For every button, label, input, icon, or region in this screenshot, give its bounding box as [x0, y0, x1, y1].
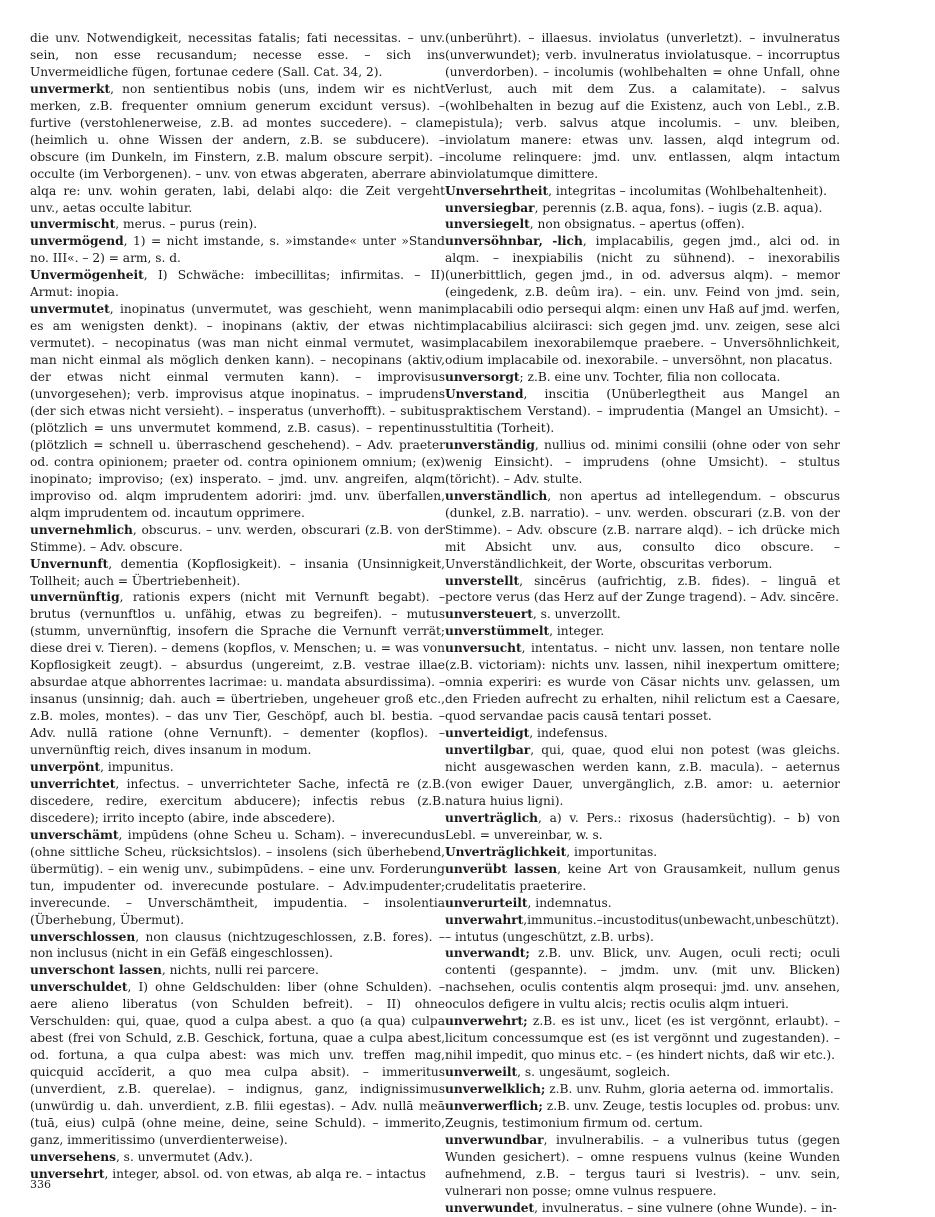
entry-headword: unvermerkt [30, 81, 111, 96]
dictionary-entry [30, 267, 445, 301]
dictionary-entry [30, 81, 445, 217]
dictionary-entry [445, 573, 840, 607]
dictionary-entry [445, 606, 840, 623]
entry-headword: unverwehrt; [445, 1014, 528, 1029]
dictionary-entry [30, 301, 445, 521]
entry-headword: unvermögend [30, 234, 124, 249]
entry-text: , 1) = nicht imstande, s. »imstande« unter »Stand no. III«. – 2) = arm, s. d. [30, 234, 445, 266]
entry-headword: unversöhnbar, -lich [445, 234, 583, 249]
dictionary-entry [30, 759, 445, 776]
entry-headword: unvermischt [30, 217, 116, 232]
page-number: 336 [30, 1178, 51, 1191]
entry-text: , obscurus. – unv. werden, obscurari (z.B. von der Stimme). – Adv. obscure. [30, 522, 445, 554]
entry-text: , non sentientibus nobis (uns, indem wir es nicht merken, z.B. frequenter omnium generum excidunt versus). – furtive (verstohlenerweise, z.B. ad montes succedere). – clam (heimlich u. ohne Wissen der andern, z.B. se subducere). – obscure (im Dunkeln, im Finstern, z.B. malum obscure serpit). – occulte (im Verborgenen). – unv. von etwas abgeraten, aberrare ab alqa re: unv. wohin geraten, labi, delabi alqo: die Zeit vergeht unv., aetas occulte labitur. [30, 81, 445, 215]
entry-headword: unverwahrt [445, 912, 524, 927]
entry-text: , s. unvermutet (Adv.). [115, 1149, 253, 1164]
entry-headword: unverstümmelt [445, 624, 550, 639]
left-column [30, 30, 445, 1180]
dictionary-entry [445, 1013, 840, 1064]
dictionary-entry [445, 386, 840, 437]
entry-headword: unverträglich [445, 810, 538, 825]
entry-headword: Unvernunft [30, 556, 109, 571]
entry-headword: unversteuert [445, 607, 533, 622]
entry-text: die unv. Notwendigkeit, necessitas fatalis; fati necessitas. – unv. sein, non esse recusandum; necesse esse. – sich ins Unvermeidliche fügen, fortunae cedere (Sall. Cat. 34, 2). [30, 31, 445, 79]
dictionary-entry [445, 1132, 840, 1200]
entry-headword: unverschont lassen [30, 963, 162, 978]
dictionary-entry [445, 945, 840, 1013]
entry-text: , s. ungesäumt, sogleich. [517, 1065, 671, 1080]
dictionary-entry [30, 962, 445, 979]
entry-headword: unverstellt [445, 573, 520, 588]
entry-text: , perennis (z.B. aqua, fons). – iugis (z.B. aqua). [534, 200, 823, 215]
entry-text: , qui, quae, quod elui non potest (was gleichs. nicht ausgewaschen werden kann, z.B. macula). – aeternus (von ewiger Dauer, unvergänglich, z.B. amor: u. aeternior natura huius ligni). [445, 743, 840, 808]
dictionary-entry [445, 895, 840, 912]
entry-text: , non clausus (nichtzugeschlossen, z.B. fores). – non inclusus (nicht in ein Gefäß eingeschlossen). [30, 929, 445, 961]
entry-headword: Unverstand [445, 387, 524, 402]
dictionary-entry [30, 522, 445, 556]
entry-headword: unversehens [30, 1149, 116, 1164]
entry-headword: unverpönt [30, 759, 101, 774]
entry-text: , inopinatus (unvermutet, was geschieht, wenn man es am wenigsten denkt). – inopinans (aktiv, der etwas nicht vermutet). – necopinatus (was man nicht einmal vermutet, was man nicht einmal als möglich denken kann). – necopinans (aktiv, der etwas nicht einmal vermuten kann). – improvisus (unvorgesehen); verb. improvisus atque inopinatus. – imprudens (der sich etwas nicht versieht). – insperatus (unverhofft). – subitus (plötzlich = uns unvermutet kommend, z.B. casus). – repentinus (plötzlich = schnell u. überraschend geschehend). – Adv. praeter od. contra opinionem; praeter od. contra opinionem omnium; (ex) inopinato; improviso; (ex) insperato. – jmd. unv. angreifen, alqm improviso od. alqm imprudentem adoriri: jmd. unv. überfallen, alqm imprudentem od. incautum opprimere. [30, 302, 445, 520]
entry-text: , merus. – purus (rein). [115, 217, 258, 232]
dictionary-entry [445, 1064, 840, 1081]
entry-headword: unvernehmlich [30, 522, 133, 537]
entry-text: ; z.B. eine unv. Tochter, filia non collocata. [519, 370, 781, 385]
entry-headword: unverschuldet [30, 980, 128, 995]
dictionary-entry [445, 742, 840, 810]
dictionary-entry [445, 200, 840, 217]
dictionary-entry [30, 556, 445, 590]
entry-text: , indefensus. [529, 726, 608, 741]
dictionary-entry [30, 589, 445, 759]
entry-text: z.B. es ist unv., licet (es ist vergönnt, erlaubt). – licitum concessumque est (es ist vergönnt und zugestanden). – nihil impedit, quo minus etc. – (es hindert nichts, daß wir etc.). [445, 1014, 840, 1063]
dictionary-entry [30, 776, 445, 827]
entry-headword: Unverträglichkeit [445, 844, 567, 859]
entry-text: (unberührt). – illaesus. inviolatus (unverletzt). – invulneratus (unverwundet); verb. invulneratus inviolatusque. – incorruptus (unverdorben). – incolumis (wohlbehalten = ohne Unfall, ohne Verlust, auch mit dem Zus. a calamitate). – salvus (wohlbehalten in bezug auf die Existenz, auch von Lebl., z.B. epistula); verb. salvus atque incolumis. – unv. bleiben, inviolatum manere: etwas unv. lassen, alqd integrum od. incolume relinquere: jmd. unv. entlassen, alqm intactum inviolatumque dimittere. [445, 31, 840, 181]
entry-headword: unverständlich [445, 488, 548, 503]
entry-text: , integer. [549, 624, 605, 639]
dictionary-entry [445, 1098, 840, 1132]
dictionary-entry [30, 979, 445, 1149]
entry-text: , rationis expers (nicht mit Vernunft begabt). – brutus (vernunftlos u. unfähig, etwas zu begreifen). – mutus (stumm, unvernünftig, insofern die Sprache die Vernunft verrät; diese drei v. Tieren). – demens (kopflos, v. Menschen; u. = was von Kopflosigkeit zeugt). – absurdus (ungereimt, z.B. vestrae illae absurdae atque abhorrentes lacrimae: u. mandata absurdissima). – insanus (unsinnig; dah. auch = übertrieben, ungeheuer groß etc., z.B. moles, montes). – das unv Tier, Geschöpf, auch bl. bestia. – Adv. nullā ratione (ohne Vernunft). – dementer (kopflos). – unvernünftig reich, dives insanum in modum. [30, 590, 445, 758]
entry-text: , indemnatus. [527, 895, 612, 910]
entry-text: , I) Schwäche: imbecillitas; infirmitas. – II) Armut: inopia. [30, 268, 445, 300]
dictionary-entry [30, 30, 445, 81]
dictionary-entry [30, 929, 445, 963]
entry-text: , nichts, nulli rei parcere. [161, 963, 319, 978]
entry-text: , importunitas. [566, 844, 658, 859]
dictionary-entry [445, 640, 840, 725]
entry-text: , sincērus (aufrichtig, z.B. fides). – linguā et pectore verus (das Herz auf der Zunge tragend). – Adv. sincēre. [445, 573, 840, 605]
entry-headword: unverrichtet [30, 776, 116, 791]
dictionary-entry [445, 233, 840, 369]
entry-headword: unversiegelt [445, 217, 530, 232]
entry-text: , inscitia (Unüberlegtheit aus Mangel an praktischem Verstand). – imprudentia (Mangel an Umsicht). – stultitia (Torheit). [445, 387, 840, 435]
entry-headword: unversucht [445, 641, 522, 656]
entry-headword: unversorgt [445, 370, 520, 385]
entry-text: , impūdens (ohne Scheu u. Scham). – inverecundus (ohne sittliche Scheu, rücksichtslos). – insolens (sich überhebend, übermütig). – ein wenig unv., subimpūdens. – eine unv. Forderung tun, impudenter od. inverecunde postulare. – Adv.impudenter; inverecunde. – Unverschämtheit, impudentia. – insolentia (Überhebung, Übermut). [30, 827, 445, 927]
entry-text: , nullius od. minimi consilii (ohne oder von sehr wenig Einsicht). – imprudens (ohne Umsicht). – stultus (töricht). – Adv. stulte. [445, 437, 840, 486]
entry-headword: unverteidigt [445, 726, 530, 741]
entry-headword: unverweilt [445, 1065, 518, 1080]
entry-headword: unvermutet [30, 302, 110, 317]
entry-headword: unvertilgbar [445, 743, 531, 758]
entry-headword: unversehrt [30, 1166, 105, 1181]
entry-headword: unverwandt; [445, 946, 530, 961]
entry-text: , non apertus ad intellegendum. – obscurus (dunkel, z.B. narratio). – unv. werden. obscurari (z.B. von der Stimme). – Adv. obscure (z.B. narrare alqd). – ich drücke mich mit Absicht unv. aus, consulto dico obscure. – Unverständlichkeit, der Worte, obscuritas verborum. [445, 488, 840, 571]
entry-headword: unverständig [445, 437, 535, 452]
dictionary-entry [445, 30, 840, 183]
entry-text: , implacabilis, gegen jmd., alci od. in alqm. – inexpiabilis (nicht zu sühnend). – inexorabilis (unerbittlich, gegen jmd., in od. adversus alqm). – memor (eingedenk, z.B. deûm ira). – ein. unv. Feind von jmd. sein, implacabili odio persequi alqm: einen unv Haß auf jmd. werfen, implacabilius alciirasci: sich gegen jmd. unv. zeigen, sese alci implacabilem inexorabilemque praebere. – Unversöhnlichkeit, odium implacabile od. inexorabile. – unversöhnt, non placatus. [445, 234, 841, 368]
entry-text: , invulnerabilis. – a vulneribus tutus (gegen Wunden gesichert). – omne respuens vulnus (keine Wunden aufnehmend, z.B. – tergus tauri si lvestris). – unv. sein, vulnerari non posse; omne vulnus respuere. [445, 1132, 840, 1198]
entry-headword: unversiegbar [445, 200, 535, 215]
dictionary-entry [445, 725, 840, 742]
entry-text: z.B. unv. Ruhm, gloria aeterna od. immortalis. [545, 1082, 834, 1097]
dictionary-entry [445, 369, 840, 386]
dictionary-entry [30, 827, 445, 929]
dictionary-entry [445, 810, 840, 844]
right-column [445, 30, 841, 1215]
dictionary-entry [30, 1166, 445, 1183]
entry-text: ,immunitus.–incustoditus(unbewacht,unbeschützt). – intutus (ungeschützt, z.B. urbs). [445, 912, 840, 944]
entry-text: , non obsignatus. – apertus (offen). [529, 217, 745, 232]
dictionary-entry [445, 1200, 840, 1217]
entry-headword: unverschämt [30, 827, 119, 842]
entry-text: z.B. unv. Zeuge, testis locuples od. probus: unv. Zeugnis, testimonium firmum od. certum. [445, 1099, 840, 1130]
entry-text: , keine Art von Grausamkeit, nullum genus crudelitatis praeterire. [445, 861, 840, 893]
entry-text: , infectus. – unverrichteter Sache, infectā re (z.B. discedere, redire, exercitum abducere); infectis rebus (z.B. discedere); irrito incepto (abire, inde abscedere). [30, 776, 445, 825]
dictionary-entry [30, 216, 445, 233]
entry-headword: unverwundbar [445, 1132, 544, 1147]
entry-text: , impunitus. [100, 759, 174, 774]
dictionary-entry [445, 183, 840, 200]
dictionary-entry [445, 437, 840, 488]
entry-headword: unverschlossen [30, 929, 136, 944]
entry-text: , I) ohne Geldschulden: liber (ohne Schulden). – aere alieno liberatus (von Schulden befreit). – II) ohne Verschulden: qui, quae, quod a culpa abest. a quo (a qua) culpa abest (frei von Schuld, z.B. Geschick, fortuna, quae a culpa abest, od. fortuna, a qua culpa abest: was mich unv. treffen mag, quicquid accĭderit, a quo mea culpa absit). – immeritus (unverdient, z.B. querelae). – indignus, ganz, indignissimus (unwürdig u. dah. unverdient, z.B. filii egestas). – Adv. nullā meā (tuā, eius) culpā (ohne meine, deine, seine Schuld). – immerito, ganz, immeritissimo (unverdienterweise). [30, 980, 445, 1147]
entry-headword: unverwerflich; [445, 1099, 543, 1114]
entry-headword: unverübt lassen [445, 861, 558, 876]
dictionary-entry [445, 216, 840, 233]
entry-headword: unverurteilt [445, 895, 528, 910]
entry-text: , s. unverzollt. [532, 607, 621, 622]
dictionary-entry [445, 912, 840, 946]
dictionary-entry [445, 623, 840, 640]
entry-headword: Unversehrtheit [445, 183, 549, 198]
entry-text: , a) v. Pers.: rixosus (hadersüchtig). – b) von Lebl. = unvereinbar, w. s. [445, 810, 840, 842]
entry-text: , dementia (Kopflosigkeit). – insania (Unsinnigkeit, Tollheit; auch = Übertriebenheit). [30, 556, 445, 588]
dictionary-entry [445, 1081, 840, 1098]
dictionary-entry [445, 861, 840, 895]
entry-headword: unverwelklich; [445, 1082, 546, 1097]
dictionary-entry [445, 844, 840, 861]
entry-headword: unvernünftig [30, 590, 120, 605]
dictionary-entry [30, 1149, 445, 1166]
entry-headword: unverwundet [445, 1200, 535, 1215]
dictionary-entry [445, 488, 840, 573]
entry-text: z.B. unv. Blick, unv. Augen, oculi recti; oculi contenti (gespannte). – jmdm. unv. (mit unv. Blicken) nachsehen, oculis contentis alqm prosequi: jmd. unv. ansehen, oculos defigere in vultu alcis; rectis oculis alqm intueri. [445, 946, 840, 1012]
entry-text: , intentatus. – nicht unv. lassen, non tentare nolle (z.B. victoriam): nichts unv. lassen, nihil inexpertum omittere; omnia experiri: es wurde von Cäsar nichts unv. gelassen, um den Frieden aufrecht zu erhalten, nihil relictum est a Caesare, quod servandae pacis causā tentari posset. [445, 641, 840, 724]
entry-text: , integritas – incolumitas (Wohlbehaltenheit). [548, 183, 827, 198]
entry-text: , integer, absol. od. von etwas, ab alqa re. – intactus [104, 1166, 426, 1181]
dictionary-entry [30, 233, 445, 267]
entry-text: , invulneratus. – sine vulnere (ohne Wunde). – in- [534, 1200, 837, 1215]
entry-headword: Unvermögenheit [30, 268, 144, 283]
